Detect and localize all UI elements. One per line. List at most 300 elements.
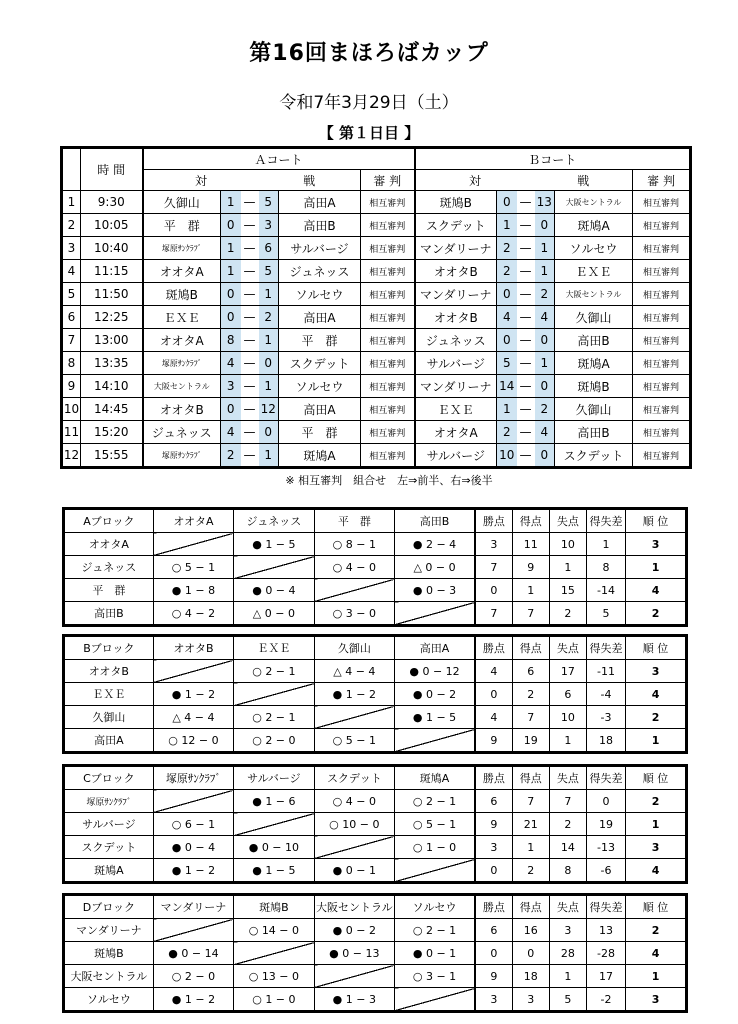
match-result: ○ 3 − 1 xyxy=(395,965,475,988)
stat-points: 0 xyxy=(475,859,512,882)
stat-goal-difference: 18 xyxy=(586,729,625,752)
court-b-home-score: 1 xyxy=(497,398,517,421)
court-b-referee: 相互審判 xyxy=(633,260,690,283)
block-team-row xyxy=(65,942,686,965)
block-col-team: 平 群 xyxy=(314,510,394,533)
court-a-home-team: オオタA xyxy=(143,260,221,283)
block-row-team: オオタB xyxy=(65,660,154,683)
score-dash: — xyxy=(517,421,535,444)
match-result: ● 0 − 14 xyxy=(153,942,233,965)
match-number: 7 xyxy=(63,329,81,352)
match-number: 12 xyxy=(63,444,81,467)
match-result: ○ 8 − 1 xyxy=(314,533,394,556)
court-a-referee: 相互審判 xyxy=(361,421,415,444)
stat-rank: 2 xyxy=(626,919,686,942)
stat-points: 9 xyxy=(475,729,512,752)
court-a-away-team: 平 群 xyxy=(279,329,361,352)
court-b-away-score: 0 xyxy=(535,444,555,467)
court-a-away-score: 1 xyxy=(259,444,279,467)
court-b-referee: 相互審判 xyxy=(633,444,690,467)
schedule-row xyxy=(63,237,690,260)
stat-goals-for: 0 xyxy=(512,942,549,965)
court-a-home-score: 2 xyxy=(221,444,241,467)
block-team-row xyxy=(65,660,686,683)
match-result: △ 0 − 0 xyxy=(234,602,314,625)
court-a-home-score: 0 xyxy=(221,283,241,306)
match-number: 9 xyxy=(63,375,81,398)
stat-goals-against: 7 xyxy=(549,790,586,813)
stat-header: 順 位 xyxy=(626,896,686,919)
match-result: ○ 12 − 0 xyxy=(153,729,233,752)
court-a-away-score: 6 xyxy=(259,237,279,260)
score-dash: — xyxy=(241,375,259,398)
block-team-row xyxy=(65,965,686,988)
page-title: 第16回まほろばカップ xyxy=(249,41,489,66)
stat-header: 得失差 xyxy=(586,896,625,919)
schedule-row xyxy=(63,283,690,306)
court-b-away-score: 1 xyxy=(535,237,555,260)
match-result: ● 1 − 5 xyxy=(234,859,314,882)
block-header-row xyxy=(65,510,686,533)
stat-points: 0 xyxy=(475,942,512,965)
score-dash: — xyxy=(517,191,535,214)
match-result: ● 1 − 2 xyxy=(153,988,233,1011)
block-team-row xyxy=(65,836,686,859)
day-label: 【 第１日目 】 xyxy=(318,124,420,142)
schedule-row xyxy=(63,421,690,444)
court-a-referee: 相互審判 xyxy=(361,306,415,329)
court-b-home-score: 10 xyxy=(497,444,517,467)
block-row-team: 大阪セントラル xyxy=(65,965,154,988)
court-a-home-team: 塚原ｻﾝｸﾗﾌﾞ xyxy=(143,237,221,260)
match-result: ○ 2 − 1 xyxy=(234,706,314,729)
schedule-row xyxy=(63,260,690,283)
match-result: ○ 5 − 1 xyxy=(395,813,475,836)
stat-goals-for: 6 xyxy=(512,660,549,683)
stat-rank: 3 xyxy=(626,660,686,683)
self-match-cell xyxy=(234,556,314,579)
stat-header: 失点 xyxy=(549,637,586,660)
court-a-away-team: 高田B xyxy=(279,214,361,237)
score-dash: — xyxy=(241,260,259,283)
court-b-away-score: 0 xyxy=(535,375,555,398)
stat-rank: 1 xyxy=(626,556,686,579)
block-team-row xyxy=(65,729,686,752)
stat-goal-difference: -11 xyxy=(586,660,625,683)
stat-goals-against: 28 xyxy=(549,942,586,965)
score-dash: — xyxy=(241,306,259,329)
match-result: ● 0 − 2 xyxy=(395,683,475,706)
court-b-referee: 相互審判 xyxy=(633,283,690,306)
court-a-away-team: 高田A xyxy=(279,191,361,214)
block-team-row xyxy=(65,988,686,1011)
court-a-referee: 相互審判 xyxy=(361,329,415,352)
court-b-away-team: 久御山 xyxy=(555,306,633,329)
match-result: △ 4 − 4 xyxy=(153,706,233,729)
block-header-row xyxy=(65,767,686,790)
court-b-referee: 相互審判 xyxy=(633,214,690,237)
stat-goal-difference: -6 xyxy=(586,859,625,882)
stat-goals-against: 17 xyxy=(549,660,586,683)
block-c-table xyxy=(64,766,686,882)
court-a-referee: 相互審判 xyxy=(361,375,415,398)
match-result: △ 4 − 4 xyxy=(314,660,394,683)
stat-rank: 3 xyxy=(626,533,686,556)
match-result: ● 0 − 4 xyxy=(234,579,314,602)
court-b-home-score: 2 xyxy=(497,421,517,444)
court-a-home-score: 0 xyxy=(221,398,241,421)
stat-points: 6 xyxy=(475,919,512,942)
stat-goal-difference: 8 xyxy=(586,556,625,579)
stat-goals-for: 2 xyxy=(512,859,549,882)
match-result: ● 0 − 3 xyxy=(395,579,475,602)
court-b-home-score: 2 xyxy=(497,237,517,260)
stat-goals-for: 2 xyxy=(512,683,549,706)
stat-points: 6 xyxy=(475,790,512,813)
block-team-row xyxy=(65,790,686,813)
stat-goal-difference: -13 xyxy=(586,836,625,859)
court-b-away-score: 1 xyxy=(535,260,555,283)
stat-goals-for: 21 xyxy=(512,813,549,836)
block-row-team: サルバージ xyxy=(65,813,154,836)
court-b-home-score: 0 xyxy=(497,283,517,306)
block-col-team: スクデット xyxy=(314,767,394,790)
score-dash: — xyxy=(241,283,259,306)
court-a-home-team: 大阪セントラル xyxy=(143,375,221,398)
self-match-cell xyxy=(153,660,233,683)
stat-goals-against: 1 xyxy=(549,965,586,988)
block-row-team: ＥＸＥ xyxy=(65,683,154,706)
score-dash: — xyxy=(517,329,535,352)
match-time: 13:35 xyxy=(81,352,143,375)
match-result: ○ 2 − 0 xyxy=(234,729,314,752)
court-a-away-score: 12 xyxy=(259,398,279,421)
stat-header: 得失差 xyxy=(586,510,625,533)
court-b-referee: 相互審判 xyxy=(633,421,690,444)
stat-goals-against: 2 xyxy=(549,602,586,625)
court-b-home-score: 2 xyxy=(497,260,517,283)
block-row-team: ジュネッス xyxy=(65,556,154,579)
stat-goal-difference: -2 xyxy=(586,988,625,1011)
score-dash: — xyxy=(517,214,535,237)
match-result: ● 1 − 5 xyxy=(395,706,475,729)
court-a-away-team: 斑鳩A xyxy=(279,444,361,467)
schedule-table xyxy=(62,148,690,467)
match-result: ○ 10 − 0 xyxy=(314,813,394,836)
block-team-row xyxy=(65,706,686,729)
block-name: Bブロック xyxy=(65,637,154,660)
match-result: ○ 1 − 0 xyxy=(234,988,314,1011)
stat-goals-against: 15 xyxy=(549,579,586,602)
match-number: 5 xyxy=(63,283,81,306)
court-b-home-score: 0 xyxy=(497,191,517,214)
stat-goal-difference: 19 xyxy=(586,813,625,836)
self-match-cell xyxy=(234,813,314,836)
stat-header: 得点 xyxy=(512,767,549,790)
court-b-home-score: 4 xyxy=(497,306,517,329)
schedule-row xyxy=(63,306,690,329)
match-time: 15:20 xyxy=(81,421,143,444)
block-col-team: 久御山 xyxy=(314,637,394,660)
court-a-home-team: オオタB xyxy=(143,398,221,421)
match-result: ● 0 − 2 xyxy=(314,919,394,942)
block-row-team: 高田A xyxy=(65,729,154,752)
self-match-cell xyxy=(395,602,475,625)
stat-goals-against: 1 xyxy=(549,729,586,752)
self-match-cell xyxy=(395,729,475,752)
court-a-home-score: 0 xyxy=(221,306,241,329)
court-b-home-team: オオタB xyxy=(415,306,497,329)
block-row-team: オオタA xyxy=(65,533,154,556)
stat-goals-against: 10 xyxy=(549,706,586,729)
court-a-away-score: 0 xyxy=(259,352,279,375)
court-a-away-score: 0 xyxy=(259,421,279,444)
stat-rank: 4 xyxy=(626,683,686,706)
score-dash: — xyxy=(241,237,259,260)
block-col-team: マンダリーナ xyxy=(153,896,233,919)
court-a-home-score: 1 xyxy=(221,191,241,214)
score-dash: — xyxy=(241,329,259,352)
court-b-away-team: 斑鳩A xyxy=(555,352,633,375)
stat-points: 3 xyxy=(475,836,512,859)
block-col-team: 斑鳩A xyxy=(395,767,475,790)
block-col-team: オオタB xyxy=(153,637,233,660)
court-a-away-score: 5 xyxy=(259,191,279,214)
court-a-referee: 相互審判 xyxy=(361,191,415,214)
block-team-row xyxy=(65,533,686,556)
stat-goal-difference: 5 xyxy=(586,602,625,625)
court-a-home-score: 4 xyxy=(221,421,241,444)
score-dash: — xyxy=(241,191,259,214)
block-row-team: スクデット xyxy=(65,836,154,859)
stat-goals-against: 8 xyxy=(549,859,586,882)
court-a-home-score: 3 xyxy=(221,375,241,398)
match-result: ● 0 − 13 xyxy=(314,942,394,965)
stat-rank: 4 xyxy=(626,859,686,882)
court-b-away-team: スクデット xyxy=(555,444,633,467)
court-a-away-score: 1 xyxy=(259,283,279,306)
court-a-home-team: 塚原ｻﾝｸﾗﾌﾞ xyxy=(143,444,221,467)
court-a-home-team: ＥＸＥ xyxy=(143,306,221,329)
court-b-home-score: 5 xyxy=(497,352,517,375)
stat-goals-for: 1 xyxy=(512,579,549,602)
stat-header: 失点 xyxy=(549,896,586,919)
stat-points: 3 xyxy=(475,988,512,1011)
match-result: ○ 3 − 0 xyxy=(314,602,394,625)
self-match-cell xyxy=(153,790,233,813)
court-a-vs-left: 対 xyxy=(143,170,259,191)
block-col-team: サルバージ xyxy=(234,767,314,790)
court-a-away-team: サルバージ xyxy=(279,237,361,260)
block-row-team: 高田B xyxy=(65,602,154,625)
match-number: 8 xyxy=(63,352,81,375)
court-b-away-team: 斑鳩A xyxy=(555,214,633,237)
match-result: ● 1 − 8 xyxy=(153,579,233,602)
schedule-row xyxy=(63,352,690,375)
match-result: ○ 5 − 1 xyxy=(153,556,233,579)
stat-goals-for: 1 xyxy=(512,836,549,859)
court-b-home-score: 1 xyxy=(497,214,517,237)
score-dash: — xyxy=(517,260,535,283)
stat-points: 9 xyxy=(475,813,512,836)
court-b-home-team: マンダリーナ xyxy=(415,237,497,260)
score-dash: — xyxy=(517,306,535,329)
court-b-home-team: 斑鳩B xyxy=(415,191,497,214)
match-time: 11:50 xyxy=(81,283,143,306)
block-team-row xyxy=(65,683,686,706)
score-dash: — xyxy=(517,444,535,467)
court-a-home-score: 0 xyxy=(221,214,241,237)
match-result: ○ 4 − 0 xyxy=(314,556,394,579)
court-b-referee: 相互審判 xyxy=(633,398,690,421)
court-a-away-score: 1 xyxy=(259,329,279,352)
self-match-cell xyxy=(314,965,394,988)
court-b-home-team: マンダリーナ xyxy=(415,375,497,398)
stat-rank: 1 xyxy=(626,965,686,988)
match-result: ● 1 − 2 xyxy=(314,683,394,706)
court-a-home-team: 久御山 xyxy=(143,191,221,214)
court-a-referee: 相互審判 xyxy=(361,352,415,375)
block-name: Dブロック xyxy=(65,896,154,919)
block-team-row xyxy=(65,556,686,579)
stat-header: 順 位 xyxy=(626,637,686,660)
score-dash: — xyxy=(517,352,535,375)
match-result: ● 1 − 6 xyxy=(234,790,314,813)
court-a-away-score: 1 xyxy=(259,375,279,398)
match-result: ● 1 − 2 xyxy=(153,859,233,882)
match-time: 10:40 xyxy=(81,237,143,260)
court-b-home-team: サルバージ xyxy=(415,444,497,467)
court-b-away-team: 久御山 xyxy=(555,398,633,421)
court-b-home-score: 0 xyxy=(497,329,517,352)
event-date: 令和7年3月29日（土） xyxy=(279,93,459,113)
referee-note: ※ 相互審判 組合せ 左⇒前半、右⇒後半 xyxy=(285,474,493,487)
stat-rank: 2 xyxy=(626,790,686,813)
score-dash: — xyxy=(517,283,535,306)
court-b-away-score: 13 xyxy=(535,191,555,214)
stat-goal-difference: -28 xyxy=(586,942,625,965)
court-a-away-team: ソルセウ xyxy=(279,283,361,306)
self-match-cell xyxy=(234,683,314,706)
score-dash: — xyxy=(241,352,259,375)
block-a-table xyxy=(64,509,686,625)
self-match-cell xyxy=(395,988,475,1011)
match-time: 11:15 xyxy=(81,260,143,283)
court-b-home-team: オオタA xyxy=(415,421,497,444)
no-header xyxy=(63,149,81,191)
court-a-referee: 相互審判 xyxy=(361,283,415,306)
court-a-referee-header: 審 判 xyxy=(361,170,415,191)
block-row-team: 平 群 xyxy=(65,579,154,602)
match-number: 10 xyxy=(63,398,81,421)
block-team-row xyxy=(65,919,686,942)
match-result: ● 0 − 12 xyxy=(395,660,475,683)
stat-goals-for: 19 xyxy=(512,729,549,752)
block-team-row xyxy=(65,813,686,836)
match-number: 1 xyxy=(63,191,81,214)
stat-header: 勝点 xyxy=(475,896,512,919)
match-time: 13:00 xyxy=(81,329,143,352)
stat-goals-for: 3 xyxy=(512,988,549,1011)
score-dash: — xyxy=(517,375,535,398)
court-b-home-team: ジュネッス xyxy=(415,329,497,352)
stat-header: 得点 xyxy=(512,896,549,919)
stat-goals-for: 9 xyxy=(512,556,549,579)
stat-header: 順 位 xyxy=(626,510,686,533)
block-col-team: オオタA xyxy=(153,510,233,533)
court-a-home-score: 1 xyxy=(221,237,241,260)
match-number: 6 xyxy=(63,306,81,329)
court-a-away-team: スクデット xyxy=(279,352,361,375)
match-number: 4 xyxy=(63,260,81,283)
match-time: 14:10 xyxy=(81,375,143,398)
match-result: △ 0 − 0 xyxy=(395,556,475,579)
self-match-cell xyxy=(153,919,233,942)
court-b-home-team: マンダリーナ xyxy=(415,283,497,306)
score-dash: — xyxy=(241,421,259,444)
stat-points: 4 xyxy=(475,706,512,729)
match-result: ○ 4 − 2 xyxy=(153,602,233,625)
block-col-team: 高田A xyxy=(395,637,475,660)
court-b-home-team: オオタB xyxy=(415,260,497,283)
court-b-away-team: 大阪セントラル xyxy=(555,191,633,214)
block-row-team: マンダリーナ xyxy=(65,919,154,942)
block-row-team: 久御山 xyxy=(65,706,154,729)
stat-rank: 2 xyxy=(626,706,686,729)
stat-header: 得失差 xyxy=(586,637,625,660)
block-header-row xyxy=(65,637,686,660)
block-col-team: ＥＸＥ xyxy=(234,637,314,660)
match-result: ● 0 − 1 xyxy=(314,859,394,882)
match-time: 15:55 xyxy=(81,444,143,467)
stat-points: 7 xyxy=(475,556,512,579)
match-result: ● 0 − 1 xyxy=(395,942,475,965)
court-b-home-team: ＥＸＥ xyxy=(415,398,497,421)
court-a-referee: 相互審判 xyxy=(361,237,415,260)
match-number: 3 xyxy=(63,237,81,260)
block-col-team: ソルセウ xyxy=(395,896,475,919)
stat-header: 得点 xyxy=(512,637,549,660)
block-col-team: 斑鳩B xyxy=(234,896,314,919)
stat-goal-difference: 1 xyxy=(586,533,625,556)
match-time: 14:45 xyxy=(81,398,143,421)
match-result: ○ 2 − 1 xyxy=(395,790,475,813)
court-a-referee: 相互審判 xyxy=(361,260,415,283)
stat-goal-difference: 17 xyxy=(586,965,625,988)
schedule-row xyxy=(63,375,690,398)
stat-goal-difference: 0 xyxy=(586,790,625,813)
match-result: ○ 5 − 1 xyxy=(314,729,394,752)
block-team-row xyxy=(65,602,686,625)
court-b-referee: 相互審判 xyxy=(633,306,690,329)
stat-points: 0 xyxy=(475,579,512,602)
court-b-away-team: ソルセウ xyxy=(555,237,633,260)
court-a-away-team: 高田A xyxy=(279,306,361,329)
court-a-away-team: 平 群 xyxy=(279,421,361,444)
stat-goals-against: 10 xyxy=(549,533,586,556)
schedule-row xyxy=(63,214,690,237)
match-time: 10:05 xyxy=(81,214,143,237)
match-result: ○ 14 − 0 xyxy=(234,919,314,942)
court-a-away-team: ジュネッス xyxy=(279,260,361,283)
score-dash: — xyxy=(517,237,535,260)
court-a-home-score: 8 xyxy=(221,329,241,352)
court-a-home-score: 4 xyxy=(221,352,241,375)
court-b-away-score: 4 xyxy=(535,421,555,444)
stat-goals-against: 3 xyxy=(549,919,586,942)
match-result: ○ 2 − 1 xyxy=(395,919,475,942)
court-b-header: Ｂコート xyxy=(415,149,690,170)
